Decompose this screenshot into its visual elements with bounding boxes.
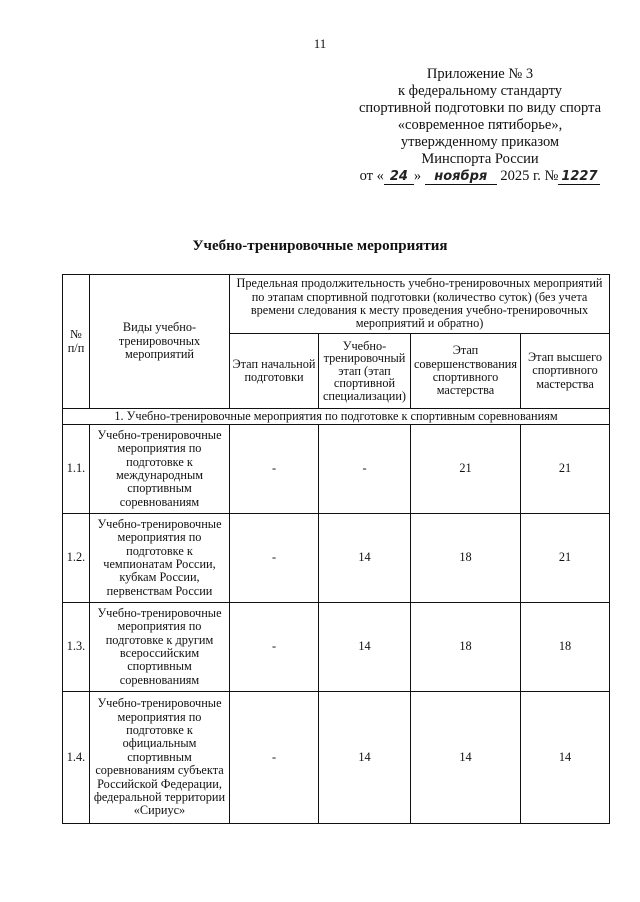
table-row <box>63 603 610 692</box>
row-kind: Учебно-тренировочные мероприятия по подготовке к другим всероссийским спортивным соревнованиям <box>90 603 230 692</box>
row-value-stage4: 18 <box>521 603 610 692</box>
order-date-line <box>330 168 630 185</box>
row-value-stage2: 14 <box>319 514 411 603</box>
header-kinds: Виды учебно-тренировочных мероприятий <box>90 275 230 409</box>
annex-line: спортивной подготовки по виду спорта <box>358 100 602 116</box>
row-value-stage1: - <box>230 425 319 514</box>
header-number: № п/п <box>63 275 90 409</box>
row-value-stage2: - <box>319 425 411 514</box>
handwritten-order-number: 1227 <box>558 170 600 185</box>
events-table <box>62 274 610 824</box>
document-title: Учебно-тренировочные мероприятия <box>192 238 448 254</box>
row-value-stage1: - <box>230 692 319 824</box>
row-kind: Учебно-тренировочные мероприятия по подготовке к официальным спортивным соревнованиям субъекта Российской Федерации, федеральной территории «Сириус» <box>90 692 230 824</box>
table-row <box>63 692 610 824</box>
row-value-stage3: 21 <box>411 425 521 514</box>
annex-line: утвержденному приказом <box>400 134 560 150</box>
row-value-stage4: 14 <box>521 692 610 824</box>
row-number: 1.2. <box>63 514 90 603</box>
year-text: 2025 г. № <box>500 168 559 184</box>
row-number: 1.4. <box>63 692 90 824</box>
header-group: Предельная продолжительность учебно-тренировочных мероприятий по этапам спортивной подготовки (количество суток) (без учета времени следования к месту проведения учебно-тренировочных мероприятий и обратно) <box>230 275 610 334</box>
table-row <box>63 425 610 514</box>
header-stage-initial: Этап начальной подготовки <box>230 334 319 409</box>
section-heading: 1. Учебно-тренировочные мероприятия по подготовке к спортивным соревнованиям <box>63 409 610 425</box>
table-row <box>63 514 610 603</box>
row-kind: Учебно-тренировочные мероприятия по подготовке к чемпионатам России, кубкам России, первенствам России <box>90 514 230 603</box>
annex-block <box>330 66 630 185</box>
row-value-stage3: 18 <box>411 603 521 692</box>
row-number: 1.3. <box>63 603 90 692</box>
row-value-stage1: - <box>230 514 319 603</box>
annex-line: «современное пятиборье», <box>397 117 563 133</box>
row-number: 1.1. <box>63 425 90 514</box>
annex-line: Минспорта России <box>421 151 539 167</box>
annex-title: Приложение № 3 <box>426 66 534 82</box>
header-stage-improvement: Этап совершенствования спортивного мастерства <box>411 334 521 409</box>
handwritten-month: ноября <box>425 170 497 185</box>
row-value-stage2: 14 <box>319 603 411 692</box>
row-value-stage4: 21 <box>521 514 610 603</box>
handwritten-day: 24 <box>384 170 414 185</box>
row-value-stage2: 14 <box>319 692 411 824</box>
header-stage-higher: Этап высшего спортивного мастерства <box>521 334 610 409</box>
row-value-stage3: 14 <box>411 692 521 824</box>
header-stage-training: Учебно-тренировочный этап (этап спортивной специализации) <box>319 334 411 409</box>
row-value-stage1: - <box>230 603 319 692</box>
row-value-stage4: 21 <box>521 425 610 514</box>
row-kind: Учебно-тренировочные мероприятия по подготовке к международным спортивным соревнованиям <box>90 425 230 514</box>
date-prefix: от « <box>359 168 384 184</box>
annex-line: к федеральному стандарту <box>398 83 562 99</box>
row-value-stage3: 18 <box>411 514 521 603</box>
page-number: 11 <box>313 36 327 51</box>
date-mid: » <box>413 168 422 184</box>
